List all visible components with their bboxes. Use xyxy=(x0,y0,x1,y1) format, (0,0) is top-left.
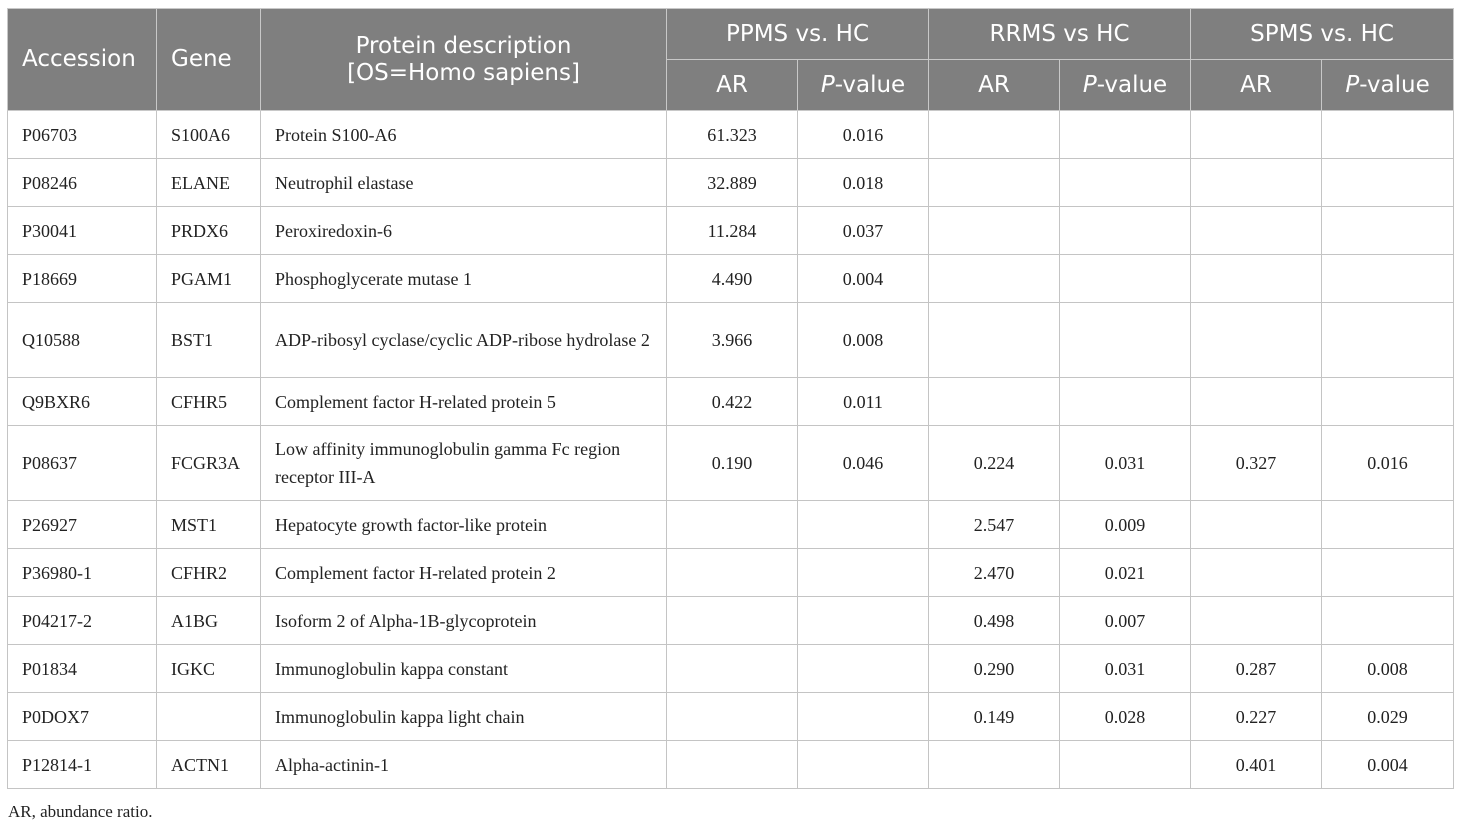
cell-rrms-pvalue xyxy=(1060,159,1191,207)
cell-ppms-pvalue: 0.004 xyxy=(798,255,929,303)
protein-table xyxy=(7,8,1454,789)
cell-description: Alpha-actinin-1 xyxy=(261,741,667,789)
cell-ppms-ar xyxy=(667,501,798,549)
header-description-line1: Protein description xyxy=(355,32,572,59)
table-row xyxy=(8,255,1454,303)
cell-spms-ar xyxy=(1191,549,1322,597)
cell-ppms-ar xyxy=(667,693,798,741)
table-row xyxy=(8,549,1454,597)
cell-rrms-pvalue: 0.009 xyxy=(1060,501,1191,549)
pvalue-suffix: -value xyxy=(1096,71,1168,98)
cell-rrms-pvalue: 0.021 xyxy=(1060,549,1191,597)
cell-spms-pvalue xyxy=(1322,159,1454,207)
cell-accession: P0DOX7 xyxy=(8,693,157,741)
cell-description: Phosphoglycerate mutase 1 xyxy=(261,255,667,303)
cell-spms-pvalue xyxy=(1322,207,1454,255)
cell-spms-ar xyxy=(1191,255,1322,303)
table-row xyxy=(8,207,1454,255)
cell-description: Hepatocyte growth factor-like protein xyxy=(261,501,667,549)
cell-gene: PGAM1 xyxy=(157,255,261,303)
cell-accession: P36980-1 xyxy=(8,549,157,597)
cell-rrms-ar xyxy=(929,378,1060,426)
cell-rrms-ar xyxy=(929,741,1060,789)
cell-ppms-pvalue xyxy=(798,741,929,789)
header-ppms-pvalue xyxy=(798,60,929,111)
p-italic: P xyxy=(1082,71,1097,98)
cell-accession: Q10588 xyxy=(8,303,157,378)
cell-gene: MST1 xyxy=(157,501,261,549)
cell-accession: P30041 xyxy=(8,207,157,255)
cell-spms-pvalue: 0.008 xyxy=(1322,645,1454,693)
cell-spms-pvalue xyxy=(1322,597,1454,645)
cell-spms-ar xyxy=(1191,207,1322,255)
cell-accession: P04217-2 xyxy=(8,597,157,645)
cell-rrms-pvalue xyxy=(1060,111,1191,159)
pvalue-suffix: -value xyxy=(834,71,906,98)
cell-ppms-pvalue xyxy=(798,693,929,741)
cell-ppms-ar xyxy=(667,597,798,645)
cell-spms-pvalue xyxy=(1322,303,1454,378)
cell-ppms-pvalue: 0.037 xyxy=(798,207,929,255)
header-gene: Gene xyxy=(157,9,261,111)
data-table-container xyxy=(7,8,1454,789)
cell-accession: Q9BXR6 xyxy=(8,378,157,426)
cell-accession: P12814-1 xyxy=(8,741,157,789)
cell-ppms-ar xyxy=(667,645,798,693)
cell-spms-pvalue xyxy=(1322,501,1454,549)
cell-gene: ACTN1 xyxy=(157,741,261,789)
cell-spms-pvalue xyxy=(1322,378,1454,426)
cell-spms-ar xyxy=(1191,597,1322,645)
cell-ppms-pvalue: 0.016 xyxy=(798,111,929,159)
table-row xyxy=(8,111,1454,159)
cell-description: Complement factor H-related protein 2 xyxy=(261,549,667,597)
cell-accession: P01834 xyxy=(8,645,157,693)
table-row xyxy=(8,303,1454,378)
cell-rrms-ar xyxy=(929,255,1060,303)
cell-spms-ar xyxy=(1191,111,1322,159)
cell-rrms-ar: 0.290 xyxy=(929,645,1060,693)
table-row xyxy=(8,693,1454,741)
header-ppms-ar: AR xyxy=(667,60,798,111)
cell-spms-pvalue xyxy=(1322,255,1454,303)
header-group-spms: SPMS vs. HC xyxy=(1191,9,1454,60)
cell-ppms-pvalue: 0.018 xyxy=(798,159,929,207)
header-group-ppms: PPMS vs. HC xyxy=(667,9,929,60)
cell-rrms-pvalue xyxy=(1060,207,1191,255)
header-description-line2: [OS=Homo sapiens] xyxy=(347,59,580,86)
cell-ppms-ar xyxy=(667,741,798,789)
cell-rrms-pvalue xyxy=(1060,741,1191,789)
cell-rrms-ar: 0.149 xyxy=(929,693,1060,741)
table-row xyxy=(8,645,1454,693)
cell-rrms-pvalue: 0.031 xyxy=(1060,426,1191,501)
cell-description: ADP-ribosyl cyclase/cyclic ADP-ribose hydrolase 2 xyxy=(261,303,667,378)
cell-ppms-pvalue xyxy=(798,501,929,549)
cell-ppms-ar: 4.490 xyxy=(667,255,798,303)
cell-description: Neutrophil elastase xyxy=(261,159,667,207)
cell-ppms-ar: 0.190 xyxy=(667,426,798,501)
cell-gene: BST1 xyxy=(157,303,261,378)
cell-rrms-pvalue xyxy=(1060,378,1191,426)
cell-accession: P06703 xyxy=(8,111,157,159)
cell-spms-ar xyxy=(1191,303,1322,378)
cell-spms-ar: 0.327 xyxy=(1191,426,1322,501)
cell-gene xyxy=(157,693,261,741)
cell-ppms-pvalue xyxy=(798,597,929,645)
cell-rrms-pvalue: 0.031 xyxy=(1060,645,1191,693)
cell-ppms-ar: 3.966 xyxy=(667,303,798,378)
cell-spms-ar xyxy=(1191,378,1322,426)
cell-spms-ar: 0.401 xyxy=(1191,741,1322,789)
cell-rrms-ar xyxy=(929,159,1060,207)
p-italic: P xyxy=(820,71,835,98)
cell-rrms-ar: 0.224 xyxy=(929,426,1060,501)
cell-description: Low affinity immunoglobulin gamma Fc region receptor III-A xyxy=(261,426,667,501)
cell-spms-ar xyxy=(1191,159,1322,207)
header-protein-description xyxy=(261,9,667,111)
cell-spms-ar: 0.287 xyxy=(1191,645,1322,693)
cell-ppms-pvalue xyxy=(798,645,929,693)
cell-accession: P26927 xyxy=(8,501,157,549)
table-footnote: AR, abundance ratio. xyxy=(8,802,153,821)
cell-ppms-ar: 0.422 xyxy=(667,378,798,426)
cell-rrms-pvalue: 0.007 xyxy=(1060,597,1191,645)
table-row xyxy=(8,741,1454,789)
cell-ppms-ar: 61.323 xyxy=(667,111,798,159)
cell-ppms-ar xyxy=(667,549,798,597)
cell-accession: P08246 xyxy=(8,159,157,207)
table-header xyxy=(8,9,1454,111)
table-row xyxy=(8,378,1454,426)
cell-ppms-ar: 32.889 xyxy=(667,159,798,207)
cell-spms-pvalue xyxy=(1322,549,1454,597)
cell-gene: A1BG xyxy=(157,597,261,645)
cell-gene: PRDX6 xyxy=(157,207,261,255)
cell-description: Immunoglobulin kappa constant xyxy=(261,645,667,693)
cell-gene: S100A6 xyxy=(157,111,261,159)
cell-description: Immunoglobulin kappa light chain xyxy=(261,693,667,741)
cell-accession: P18669 xyxy=(8,255,157,303)
cell-description: Protein S100-A6 xyxy=(261,111,667,159)
header-rrms-pvalue xyxy=(1060,60,1191,111)
cell-gene: IGKC xyxy=(157,645,261,693)
cell-gene: ELANE xyxy=(157,159,261,207)
cell-description: Complement factor H-related protein 5 xyxy=(261,378,667,426)
cell-description: Peroxiredoxin-6 xyxy=(261,207,667,255)
cell-spms-pvalue: 0.004 xyxy=(1322,741,1454,789)
header-spms-ar: AR xyxy=(1191,60,1322,111)
cell-rrms-ar: 0.498 xyxy=(929,597,1060,645)
cell-rrms-ar xyxy=(929,207,1060,255)
table-row xyxy=(8,597,1454,645)
cell-spms-pvalue: 0.029 xyxy=(1322,693,1454,741)
cell-rrms-ar xyxy=(929,111,1060,159)
table-row xyxy=(8,159,1454,207)
cell-gene: CFHR2 xyxy=(157,549,261,597)
p-italic: P xyxy=(1345,71,1360,98)
cell-ppms-pvalue: 0.008 xyxy=(798,303,929,378)
pvalue-suffix: -value xyxy=(1359,71,1430,98)
cell-rrms-ar: 2.470 xyxy=(929,549,1060,597)
cell-spms-ar: 0.227 xyxy=(1191,693,1322,741)
table-body xyxy=(8,111,1454,789)
table-row xyxy=(8,501,1454,549)
cell-rrms-ar xyxy=(929,303,1060,378)
header-group-rrms: RRMS vs HC xyxy=(929,9,1191,60)
cell-spms-ar xyxy=(1191,501,1322,549)
header-rrms-ar: AR xyxy=(929,60,1060,111)
cell-ppms-pvalue xyxy=(798,549,929,597)
cell-ppms-ar: 11.284 xyxy=(667,207,798,255)
cell-spms-pvalue xyxy=(1322,111,1454,159)
cell-ppms-pvalue: 0.046 xyxy=(798,426,929,501)
header-accession: Accession xyxy=(8,9,157,111)
cell-rrms-pvalue xyxy=(1060,255,1191,303)
cell-gene: CFHR5 xyxy=(157,378,261,426)
cell-rrms-pvalue xyxy=(1060,303,1191,378)
cell-ppms-pvalue: 0.011 xyxy=(798,378,929,426)
cell-rrms-pvalue: 0.028 xyxy=(1060,693,1191,741)
cell-description: Isoform 2 of Alpha-1B-glycoprotein xyxy=(261,597,667,645)
cell-rrms-ar: 2.547 xyxy=(929,501,1060,549)
table-row xyxy=(8,426,1454,501)
cell-accession: P08637 xyxy=(8,426,157,501)
cell-spms-pvalue: 0.016 xyxy=(1322,426,1454,501)
cell-gene: FCGR3A xyxy=(157,426,261,501)
header-spms-pvalue xyxy=(1322,60,1454,111)
